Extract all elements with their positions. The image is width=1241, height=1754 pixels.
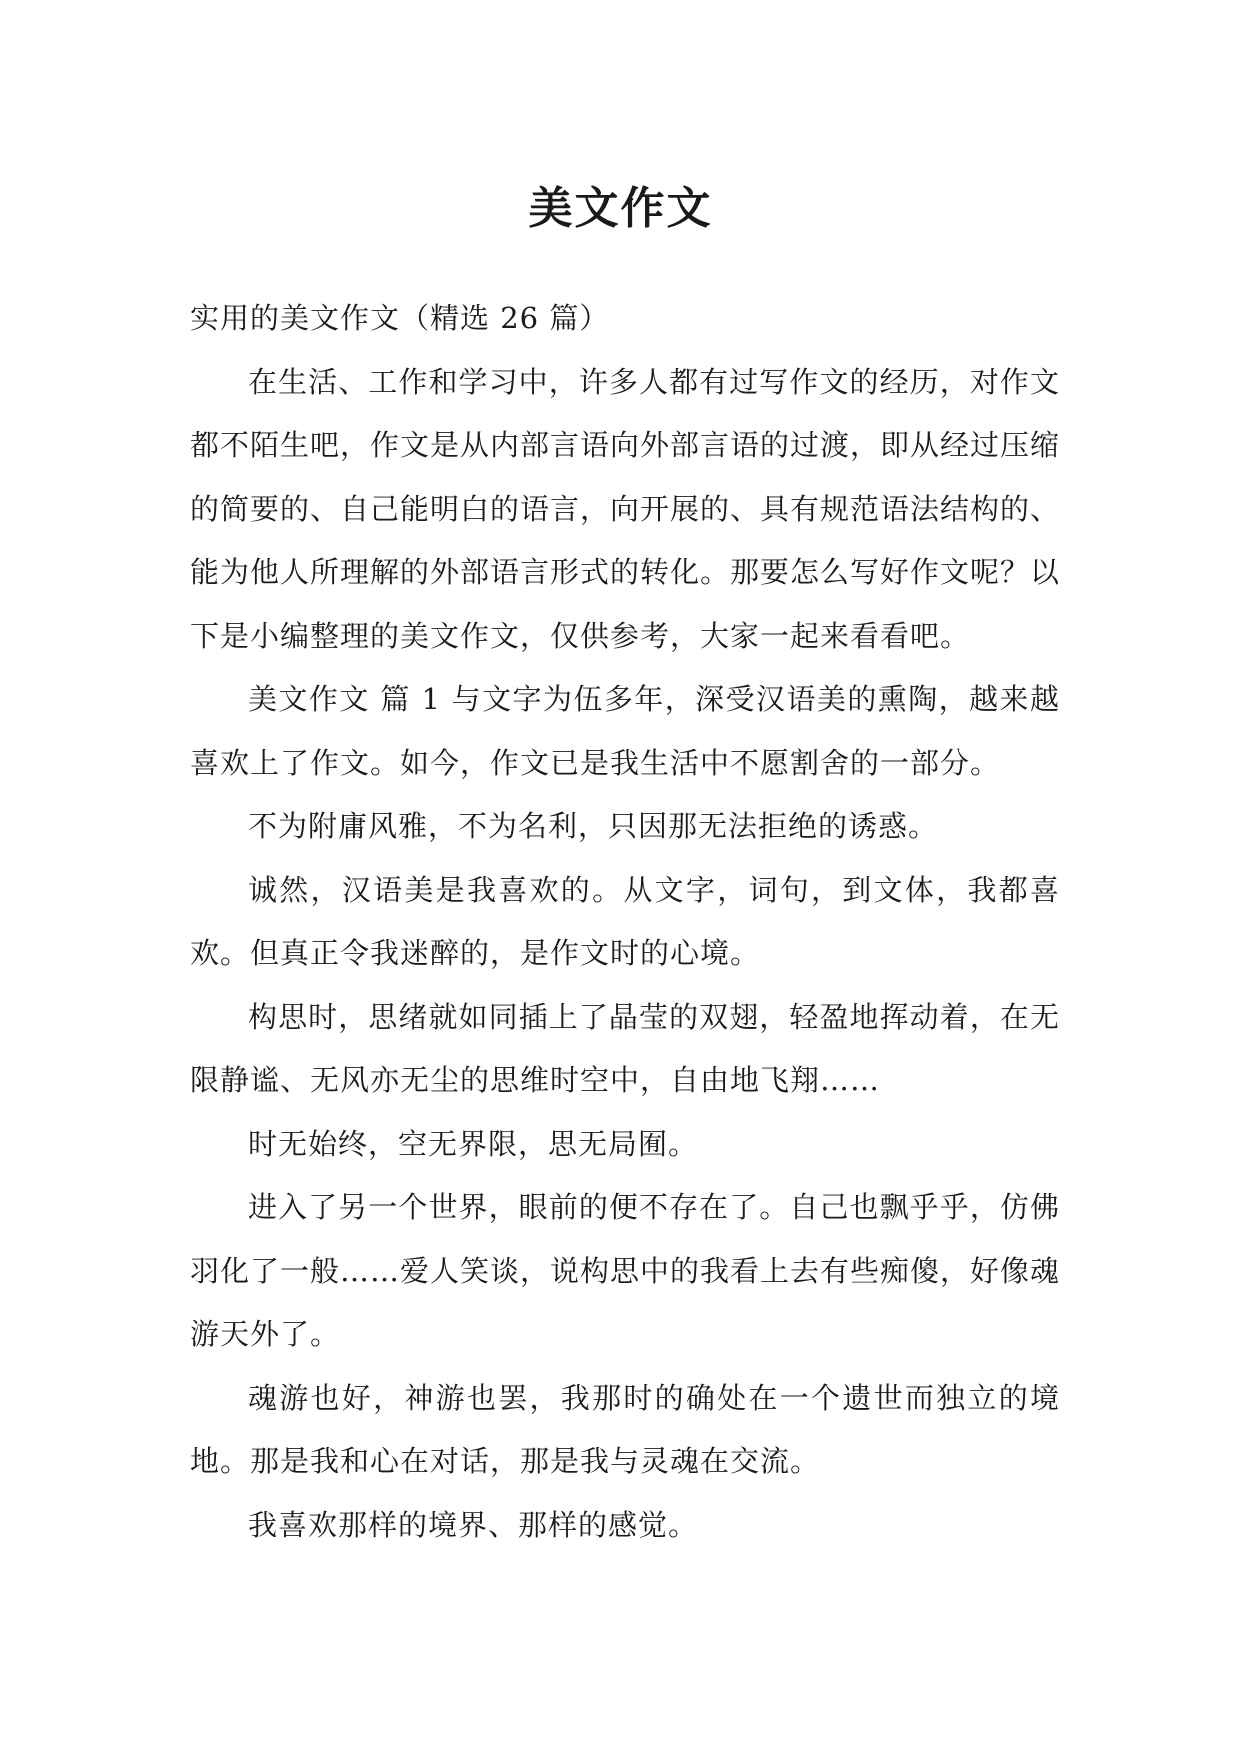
- paragraph-6: 进入了另一个世界，眼前的便不存在了。自己也飘乎乎，仿佛羽化了一般……爱人笑谈，说构思中的我看上去有些痴傻，好像魂游天外了。: [190, 1190, 1061, 1351]
- document-title: 美文作文: [528, 183, 713, 235]
- paragraph-7: 魂游也好，神游也罢，我那时的确处在一个遗世而独立的境地。那是我和心在对话，那是我与灵魂在交流。: [190, 1380, 1060, 1478]
- document-subtitle: 实用的美文作文（精选 26 篇）: [190, 301, 610, 335]
- paragraph-2: 不为附庸风雅，不为名利，只因那无法拒绝的诱惑。: [248, 809, 939, 843]
- paragraph-4: 构思时，思绪就如同插上了晶莹的双翅，轻盈地挥动着，在无限静谧、无风亦无尘的思维时空中，自由地飞翔……: [190, 999, 1060, 1097]
- paragraph-3: 诚然，汉语美是我喜欢的。从文字，词句，到文体，我都喜欢。但真正令我迷醉的，是作文时的心境。: [190, 872, 1060, 970]
- paragraph-1: 美文作文 篇 1 与文字为伍多年，深受汉语美的熏陶，越来越喜欢上了作文。如今，作文已是我生活中不愿割舍的一部分。: [190, 682, 1060, 780]
- document-body: [190, 287, 1060, 1557]
- paragraph-5: 时无始终，空无界限，思无局囿。: [248, 1126, 699, 1161]
- paragraph-intro: 在生活、工作和学习中，许多人都有过写作文的经历，对作文都不陌生吧，作文是从内部言语向外部言语的过渡，即从经过压缩的简要的、自己能明白的语言，向开展的、具有规范语法结构的、能为他人所理解的外部语言形式的转化。那要怎么写好作文呢？以下是小编整理的美文作文，仅供参考，大家一起来看看吧。: [190, 364, 1061, 653]
- paragraph-8: 我喜欢那样的境界、那样的感觉。: [248, 1507, 699, 1542]
